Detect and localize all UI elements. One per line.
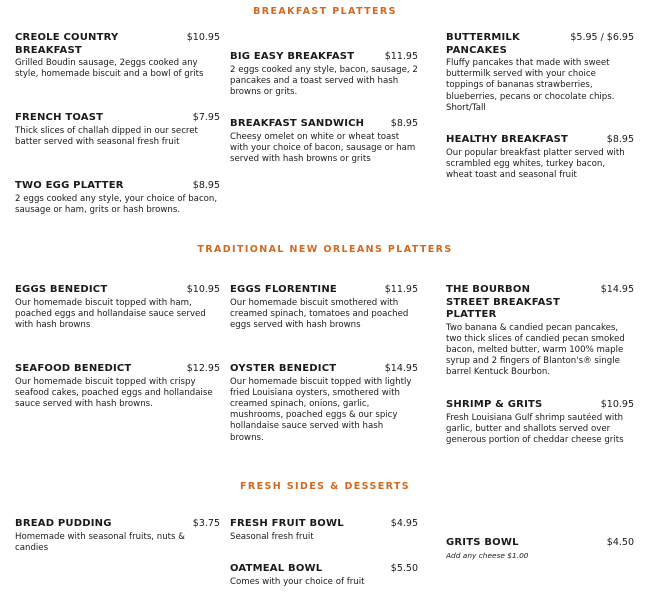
item-description: Our popular breakfast platter served with scrambled egg whites, turkey bacon, wheat toast and seasonal fruit	[446, 147, 625, 180]
item-name: BUTTERMILK PANCAKES	[446, 32, 520, 56]
item-name: THE BOURBON STREET BREAKFAST PLATTER	[446, 284, 560, 320]
item-description: Homemade with seasonal fruits, nuts & candies	[15, 531, 185, 553]
item-price: $3.75	[192, 518, 220, 529]
item-price: $11.95	[384, 51, 418, 62]
menu-item-breakfast-sandwich	[230, 118, 418, 165]
item-name: FRESH FRUIT BOWL	[230, 518, 344, 529]
item-name: TWO EGG PLATTER	[15, 180, 124, 191]
item-price: $10.95	[600, 399, 634, 410]
item-price: $10.95	[186, 32, 220, 43]
menu-item-oyster-benedict	[230, 363, 418, 444]
menu-item-eggs-florentine	[230, 284, 418, 331]
menu-item-shrimp-grits	[446, 399, 634, 446]
item-name: SEAFOOD BENEDICT	[15, 363, 132, 374]
item-name: EGGS FLORENTINE	[230, 284, 337, 295]
item-name: BIG EASY BREAKFAST	[230, 51, 355, 62]
item-name: BREAKFAST SANDWICH	[230, 118, 365, 129]
item-name: SHRIMP & GRITS	[446, 399, 543, 410]
item-description: Our homemade biscuit smothered with creamed spinach, tomatoes and poached eggs served with hash browns	[230, 297, 409, 330]
menu-item-french-toast	[15, 112, 220, 148]
item-price: $5.50	[390, 563, 418, 574]
menu-item-buttermilk-pancakes	[446, 32, 634, 114]
item-price: $4.95	[390, 518, 418, 529]
item-name: GRITS BOWL	[446, 537, 519, 548]
item-name: BREAD PUDDING	[15, 518, 112, 529]
menu-item-grits-bowl	[446, 537, 634, 561]
item-description: Seasonal fresh fruit	[230, 531, 314, 542]
menu-item-eggs-benedict	[15, 284, 220, 331]
item-description: Fresh Louisiana Gulf shrimp sautéed with garlic, butter and shallots served over generous portion of cheddar cheese grits	[446, 412, 624, 445]
item-price: $7.95	[192, 112, 220, 123]
section-title-sides: FRESH SIDES & DESSERTS	[239, 481, 411, 492]
item-description: Cheesy omelet on white or wheat toast with your choice of bacon, sausage or ham served with hash browns or grits	[230, 131, 416, 164]
item-price: $8.95	[192, 180, 220, 191]
item-price: $8.95	[606, 134, 634, 145]
item-price: $8.95	[390, 118, 418, 129]
menu-item-bread-pudding	[15, 518, 220, 554]
item-description: Our homemade biscuit topped with ham, poached eggs and hollandaise sauce served with hash browns	[15, 297, 206, 330]
item-price: $11.95	[384, 284, 418, 295]
item-price: $12.95	[186, 363, 220, 374]
item-price: $10.95	[186, 284, 220, 295]
menu-item-creole-country	[15, 32, 220, 80]
item-description: Our homemade biscuit topped with crispy seafood cakes, poached eggs and hollandaise sauce served with hash browns.	[15, 376, 213, 409]
menu-item-fresh-fruit-bowl	[230, 518, 418, 543]
item-description: Two banana & candied pecan pancakes, two thick slices of candied pecan smoked bacon, melted butter, warm 100% maple syrup and 2 fingers of Blanton's® single barrel Kentuck Bourbon.	[446, 322, 625, 378]
menu-item-big-easy	[230, 51, 418, 98]
item-price: $14.95	[600, 284, 634, 295]
item-price: $5.95 / $6.95	[570, 32, 634, 43]
item-description: Our homemade biscuit topped with lightly fried Louisiana oysters, smothered with creamed spinach, onions, garlic, mushrooms, poached eggs & our spicy hollandaise sauce served with hash browns.	[230, 376, 412, 443]
menu-item-two-egg-platter	[15, 180, 220, 216]
item-description: Grilled Boudin sausage, 2eggs cooked any style, homemade biscuit and a bowl of grits	[15, 58, 204, 80]
item-note: Add any cheese $1.00	[446, 550, 529, 560]
menu-item-oatmeal-bowl	[230, 563, 418, 588]
item-name: OATMEAL BOWL	[230, 563, 323, 574]
item-price: $14.95	[384, 363, 418, 374]
item-description: 2 eggs cooked any style, bacon, sausage, 2 pancakes and a toast served with hash browns or grits.	[230, 64, 418, 97]
item-name: CREOLE COUNTRY BREAKFAST	[15, 32, 119, 56]
item-description: 2 eggs cooked any style, your choice of bacon, sausage or ham, grits or hash browns.	[15, 193, 218, 215]
item-name: OYSTER BENEDICT	[230, 363, 337, 374]
item-name: EGGS BENEDICT	[15, 284, 108, 295]
item-description: Thick slices of challah dipped in our secret batter served with seasonal fresh fruit	[15, 125, 198, 147]
menu-item-healthy-breakfast	[446, 134, 634, 181]
section-title-traditional: TRADITIONAL NEW ORLEANS PLATTERS	[197, 244, 453, 255]
section-title-breakfast: BREAKFAST PLATTERS	[253, 6, 397, 17]
item-description: Fluffy pancakes that made with sweet buttermilk served with your choice toppings of bananas strawberries, blueberries, pecans or chocolate chips. Short/Tall	[446, 58, 615, 113]
item-name: HEALTHY BREAKFAST	[446, 134, 569, 145]
item-description: Comes with your choice of fruit	[230, 576, 365, 587]
menu-item-seafood-benedict	[15, 363, 220, 410]
item-name: FRENCH TOAST	[15, 112, 104, 123]
item-price: $4.50	[606, 537, 634, 548]
menu-item-bourbon-street	[446, 284, 634, 379]
